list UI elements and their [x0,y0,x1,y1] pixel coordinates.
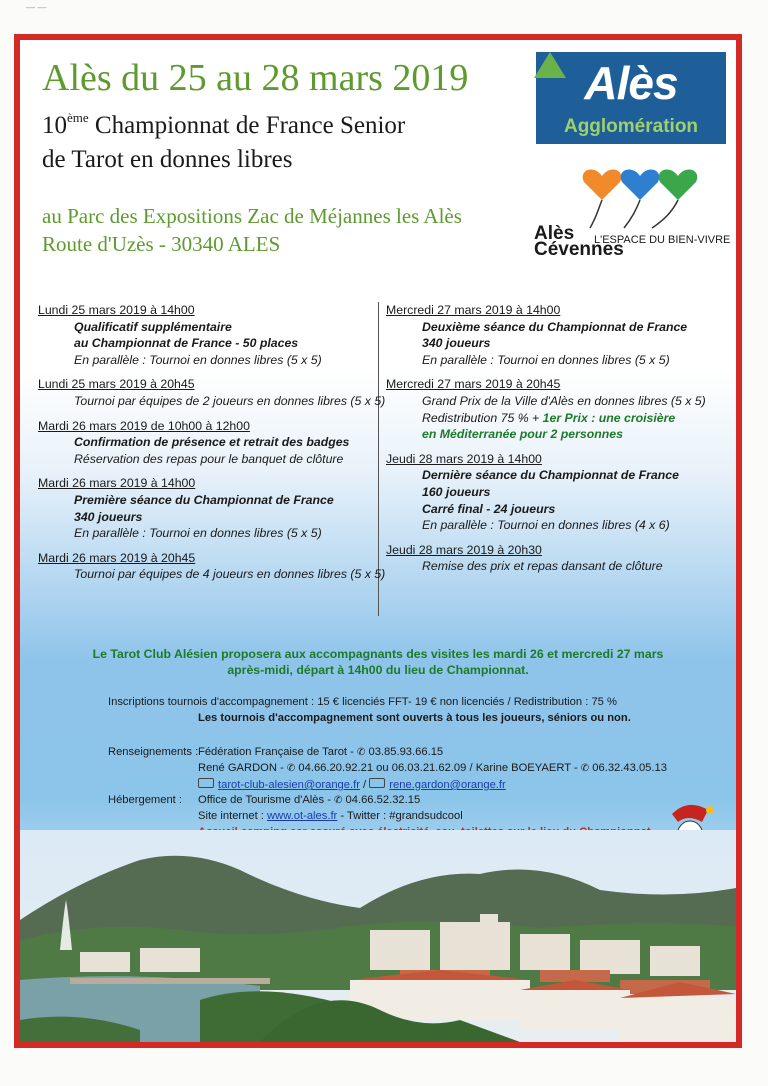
event-thu-2030: Jeudi 28 mars 2019 à 20h30 Remise des prix et repas dansant de clôture [386,542,663,574]
venue-line-1: au Parc des Expositions Zac de Méjannes les Alès [42,204,462,228]
mail-icon [369,778,385,788]
subtitle-line-1: 10ème Championnat de France Senior [42,110,406,139]
schedule-right-column [386,302,716,583]
logo-ales-text: Alès [584,57,678,109]
event-thu-1400: Jeudi 28 mars 2019 à 14h00 Dernière séance du Championnat de France 160 joueurs Carré final - 24 joueurs En parallèle : Tournoi en donnes libres (4 x 6) [386,451,679,533]
logo-agglomeration-text: Agglomération [563,116,699,137]
page-title: Alès du 25 au 28 mars 2019 [42,57,469,99]
inscriptions-open: Les tournois d'accompagnement sont ouverts à tous les joueurs, séniors ou non. [198,712,631,724]
three-hearts-balloon-icon [532,164,732,230]
phone-icon: ✆ [286,763,296,774]
phone-icon: ✆ [356,747,366,758]
cevennes-name: Alès Cévennes [534,223,624,260]
ales-agglomeration-logo [536,52,726,144]
renseignements-contacts: René GARDON - ✆ 04.66.20.92.21 ou 06.03.21.62.09 / Karine BOEYAERT - ✆ 06.32.43.05.13 [198,762,667,774]
phone-icon: ✆ [580,763,590,774]
venue-line-2: Route d'Uzès - 30340 ALES [42,232,281,256]
renseignements-emails: tarot-club-alesien@orange.fr / rene.gardon@orange.fr [198,778,506,791]
scan-mark: — — [26,2,47,12]
hebergement-office: Hébergement : Office de Tourisme d'Alès - ✆ 04.66.52.32.15 [108,794,421,806]
website-link[interactable]: www.ot-ales.fr [267,810,338,822]
city-panorama-photo [20,830,736,1042]
event-wed-2045: Mercredi 27 mars 2019 à 20h45 Grand Prix de la Ville d'Alès en donnes libres (5 x 5) Redistribution 75 % + 1er Prix : une croisière en Méditerranée pour 2 personnes [386,377,706,442]
event-wed-1400: Mercredi 27 mars 2019 à 14h00 Deuxième séance du Championnat de France 340 joueurs En parallèle : Tournoi en donnes libres (5 x 5) [386,303,688,367]
inscriptions-fees: Inscriptions tournois d'accompagnement : 15 € licenciés FFT- 19 € non licenciés / Redistribution : 75 % [108,696,617,708]
hebergement-site: Site internet : www.ot-ales.fr - Twitter : #grandsudcool [198,810,463,822]
event-tue-1000: Mardi 26 mars 2019 de 10h00 à 12h00 Confirmation de présence et retrait des badges Réservation des repas pour le banquet de clôture [38,418,350,466]
email-link-rene[interactable]: rene.gardon@orange.fr [389,779,506,791]
schedule-left-column [38,302,386,591]
event-tue-1400: Mardi 26 mars 2019 à 14h00 Première séance du Championnat de France 340 joueurs En parallèle : Tournoi en donnes libres (5 x 5) [38,476,334,541]
event-mon-1400: Lundi 25 mars 2019 à 14h00 Qualificatif supplémentaire au Championnat de France - 50 places En parallèle : Tournoi en donnes libres (5 x 5) [38,303,322,367]
subtitle-line-2: de Tarot en donnes libres [42,146,293,173]
email-link-club[interactable]: tarot-club-alesien@orange.fr [218,779,360,791]
cevennes-slogan: L'ESPACE DU BIEN-VIVRE [594,234,731,246]
mail-icon [198,778,214,788]
club-visits-notice: Le Tarot Club Alésien proposera aux accompagnants des visites les mardi 26 et mercredi 27 mars après-midi, départ à 14h00 du lieu de Championnat. [92,647,664,677]
phone-icon: ✆ [334,795,343,806]
renseignements-fft: Renseignements :Fédération Française de Tarot - ✆ 03.85.93.66.15 [108,746,444,758]
poster-frame [14,34,742,1048]
event-tue-2045: Mardi 26 mars 2019 à 20h45 Tournoi par équipes de 4 joueurs en donnes libres (5 x 5) [38,550,386,582]
event-mon-2045: Lundi 25 mars 2019 à 20h45 Tournoi par équipes de 2 joueurs en donnes libres (5 x 5) [38,377,386,408]
ales-cevennes-logo [532,164,732,264]
